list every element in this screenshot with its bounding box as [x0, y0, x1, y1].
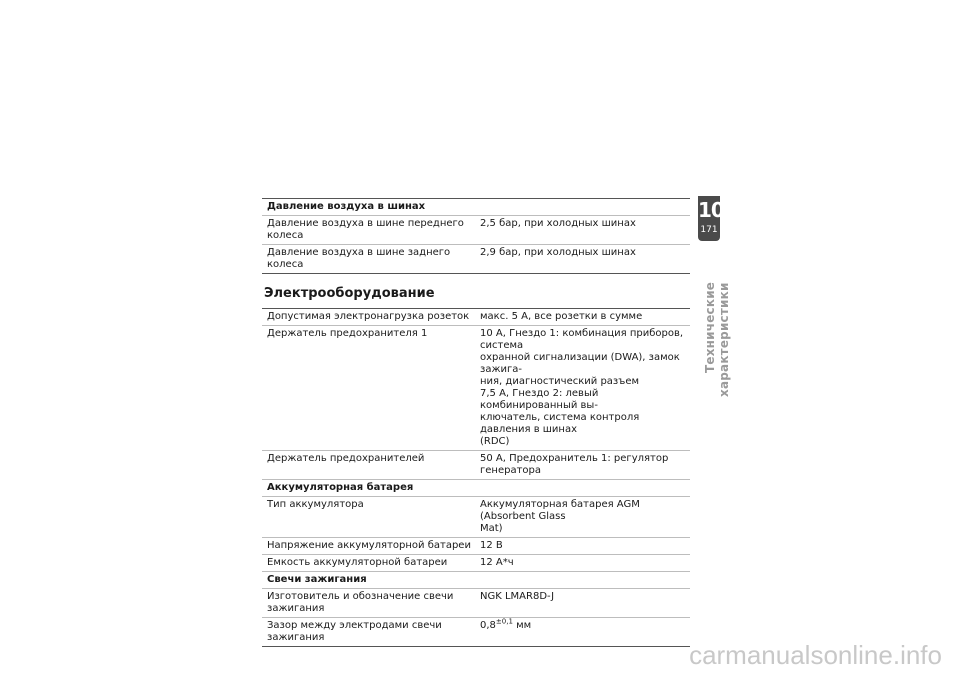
battery-capacity-value: 12 А*ч — [475, 555, 690, 572]
plug-gap-label: Зазор между электродами свечи зажигания — [262, 618, 475, 647]
tire-pressure-table — [262, 198, 690, 274]
watermark: carmanualsonline.info — [689, 640, 942, 670]
fuse1-line: ния, диагностический разъем — [480, 376, 640, 387]
fuses-value: 50 А, Предохранитель 1: регулятор генератора — [475, 451, 690, 480]
battery-type-line: Аккумуляторная батарея AGM (Absorbent Glass — [480, 499, 640, 522]
table-row — [262, 451, 690, 480]
fuse1-line: охранной сигнализации (DWA), замок зажига- — [480, 352, 680, 375]
front-tire-label: Давление воздуха в шине переднего колеса — [262, 216, 475, 245]
chapter-number: 10 — [698, 198, 724, 222]
plug-maker-label: Изготовитель и обозначение свечи зажигания — [262, 589, 475, 618]
fuse1-line: ключатель, система контроля давления в шинах — [480, 412, 640, 435]
table-row — [262, 309, 690, 326]
plug-gap-main: 0,8 — [480, 620, 496, 631]
battery-type-label: Тип аккумулятора — [262, 497, 475, 538]
plug-maker-value: NGK LMAR8D-J — [475, 589, 690, 618]
fuse1-line: 7,5 А, Гнездо 2: левый комбинированный вы- — [480, 388, 599, 411]
fuse1-line: 10 А, Гнездо 1: комбинация приборов, система — [480, 328, 684, 351]
spec-content — [262, 198, 690, 647]
table-row — [262, 555, 690, 572]
fuse1-value — [475, 326, 690, 451]
table-row — [262, 589, 690, 618]
page-number: 171 — [700, 225, 718, 235]
fuses-label: Держатель предохранителей — [262, 451, 475, 480]
plug-gap-value — [475, 618, 690, 647]
fuse1-line: (RDC) — [480, 436, 510, 447]
electrics-heading: Электрооборудование — [264, 286, 435, 301]
table-row — [262, 618, 690, 647]
rear-tire-value: 2,9 бар, при холодных шинах — [475, 245, 690, 274]
fuse1-label: Держатель предохранителя 1 — [262, 326, 475, 451]
table-row — [262, 538, 690, 555]
plug-gap-unit: мм — [512, 620, 532, 631]
battery-voltage-label: Напряжение аккумуляторной батареи — [262, 538, 475, 555]
socket-value: макс. 5 А, все розетки в сумме — [475, 309, 690, 326]
table-row — [262, 497, 690, 538]
battery-capacity-label: Емкость аккумуляторной батареи — [262, 555, 475, 572]
chapter-tab — [698, 196, 724, 241]
table-row — [262, 326, 690, 451]
front-tire-value: 2,5 бар, при холодных шинах — [475, 216, 690, 245]
battery-type-line: Mat) — [480, 523, 503, 534]
table-row — [262, 245, 690, 274]
spark-plugs-heading: Свечи зажигания — [262, 572, 690, 589]
rear-tire-label: Давление воздуха в шине заднего колеса — [262, 245, 475, 274]
socket-label: Допустимая электронагрузка розеток — [262, 309, 475, 326]
battery-heading: Аккумуляторная батарея — [262, 480, 690, 497]
battery-voltage-value: 12 В — [475, 538, 690, 555]
electrics-table — [262, 308, 690, 647]
chapter-title: Технические характеристики — [703, 282, 731, 397]
tire-pressure-heading: Давление воздуха в шинах — [262, 199, 690, 216]
plug-gap-tolerance: ±0,1 — [495, 617, 513, 626]
battery-type-value — [475, 497, 690, 538]
table-row — [262, 216, 690, 245]
